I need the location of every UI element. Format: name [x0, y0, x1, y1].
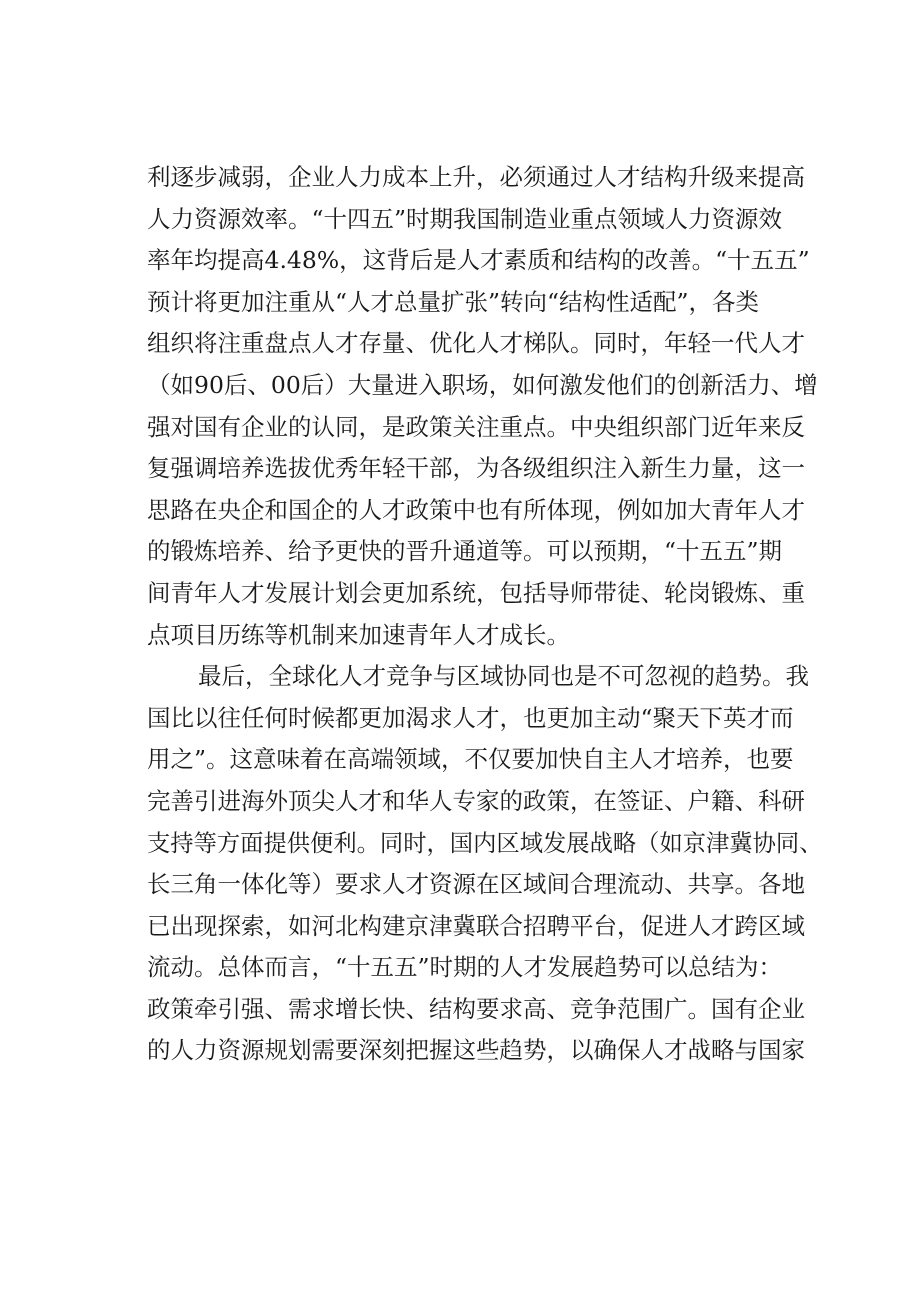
text-line: 的人力资源规划需要深刻把握这些趋势，以确保人才战略与国家 — [147, 1036, 805, 1065]
text-line: 率年均提高4.48%，这背后是人才素质和结构的改善。“十五五” — [147, 246, 810, 275]
text-line: 思路在央企和国企的人才政策中也有所体现，例如加大青年人才 — [147, 495, 805, 524]
text-line: 间青年人才发展计划会更加系统，包括导师带徒、轮岗锻炼、重 — [147, 578, 805, 607]
body-text — [147, 157, 823, 1072]
text-line: 政策牵引强、需求增长快、结构要求高、竞争范围广。国有企业 — [147, 994, 805, 1023]
text-line: 利逐步减弱，企业人力成本上升，必须通过人才结构升级来提高 — [147, 163, 805, 191]
text-line: 复强调培养选拔优秀年轻干部，为各级组织注入新生力量，这一 — [147, 454, 805, 483]
text-line: 完善引进海外顶尖人才和华人专家的政策，在签证、户籍、科研 — [147, 786, 805, 815]
text-line: （如90后、00后）大量进入职场，如何激发他们的创新活力、增 — [147, 370, 818, 399]
text-line: 流动。总体而言，“十五五”时期的人才发展趋势可以总结为： — [147, 953, 783, 982]
text-line: 组织将注重盘点人才存量、优化人才梯队。同时，年轻一代人才 — [147, 329, 805, 358]
text-line: 强对国有企业的认同，是政策关注重点。中央组织部门近年来反 — [147, 412, 805, 441]
paragraph — [147, 157, 823, 656]
text-line: 长三角一体化等）要求人才资源在区域间合理流动、共享。各地 — [147, 870, 805, 899]
text-line: 点项目历练等机制来加速青年人才成长。 — [147, 620, 570, 649]
text-line: 用之”。这意味着在高端领域，不仅要加快自主人才培养，也要 — [147, 745, 794, 774]
text-line: 预计将更加注重从“人才总量扩张”转向“结构性适配”，各类 — [147, 287, 760, 316]
text-line: 已出现探索，如河北构建京津冀联合招聘平台，促进人才跨区域 — [147, 911, 805, 940]
text-line: 支持等方面提供便利。同时，国内区域发展战略（如京津冀协同、 — [147, 828, 823, 857]
text-line: 最后，全球化人才竞争与区域协同也是不可忽视的趋势。我 — [198, 662, 809, 691]
text-line: 的锻炼培养、给予更快的晋升通道等。可以预期，“十五五”期 — [147, 537, 783, 566]
text-line: 国比以往任何时候都更加渴求人才，也更加主动“聚天下英才而 — [147, 703, 794, 732]
paragraph — [147, 656, 823, 1072]
text-line: 人力资源效率。“十四五”时期我国制造业重点领域人力资源效 — [147, 204, 783, 233]
